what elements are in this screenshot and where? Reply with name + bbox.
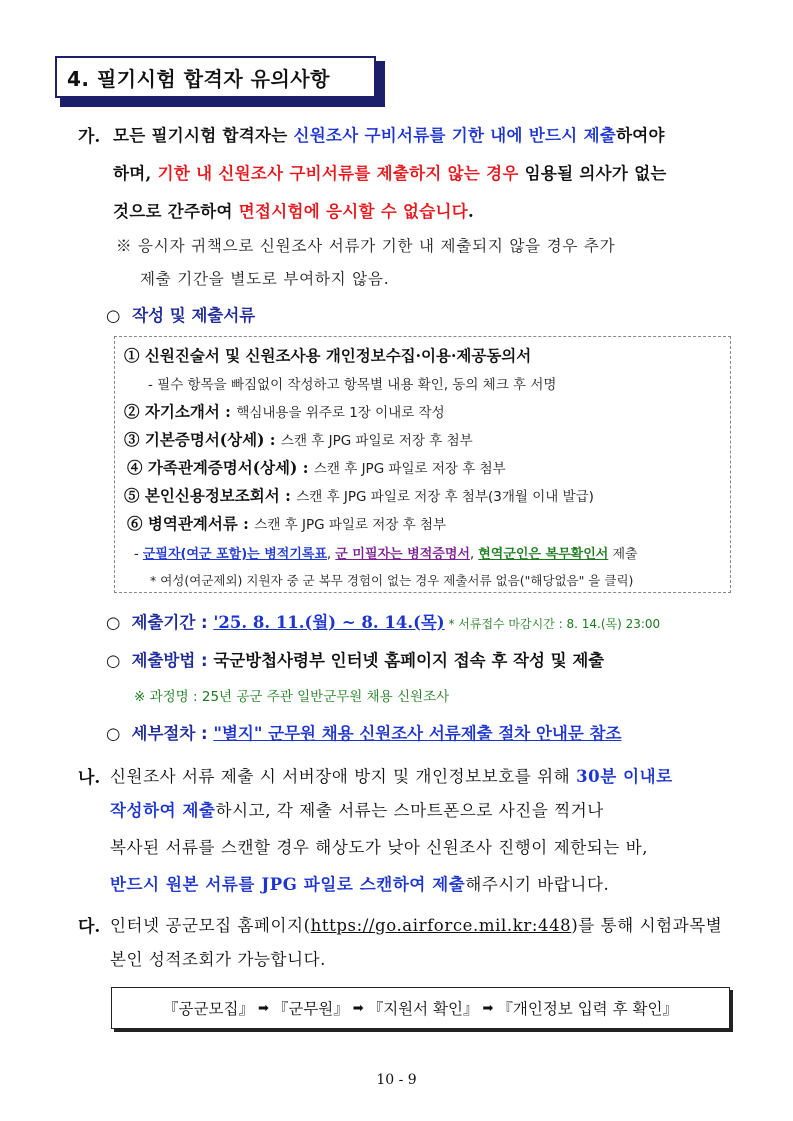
paragraph-na-line1 <box>110 763 673 787</box>
doc-item-title: 가족관계증명서(상세) : <box>147 458 314 477</box>
doc-item-number: ① <box>124 346 140 365</box>
text: . <box>468 202 475 221</box>
detail-value: "별지" 군무원 채용 신원조사 서류제출 절차 안내문 참조 <box>213 724 622 743</box>
paragraph-na-line2 <box>110 797 604 821</box>
highlight-blue: 반드시 원본 서류를 JPG 파일로 스캔하여 제출 <box>110 875 466 894</box>
doc-item-3 <box>124 428 473 450</box>
submission-method <box>106 647 604 671</box>
doc-item-number: ⑤ <box>124 486 140 505</box>
highlight-blue: 신원조사 구비서류를 기한 내에 반드시 제출 <box>293 126 617 145</box>
doc-item-desc: 스캔 후 JPG 파일로 저장 후 첨부 <box>313 461 506 477</box>
bullet-circle: ○ <box>106 724 121 743</box>
text: 해주시기 바랍니다. <box>465 875 610 894</box>
text: - <box>134 547 143 562</box>
highlight-green: 현역군인은 복무확인서 <box>478 547 609 562</box>
docs-heading-text: 작성 및 제출서류 <box>132 306 256 325</box>
arrow-right-icon: ➡ <box>482 1000 494 1016</box>
paragraph-da-line1 <box>110 912 722 936</box>
highlight-blue: 군필자(여군 포함)는 병적기록표 <box>142 547 328 562</box>
military-docs-line <box>134 543 638 562</box>
bullet-circle: ○ <box>106 651 121 670</box>
doc-item-2 <box>124 400 445 422</box>
detail-procedure <box>106 720 621 744</box>
highlight-blue: 작성하여 제출 <box>110 801 216 820</box>
path-step-application: 『지원서 확인』 <box>367 1000 479 1018</box>
navigation-path-box <box>111 987 730 1029</box>
text: 인터넷 공군모집 홈페이지( <box>110 916 311 935</box>
highlight-red: 면접시험에 응시할 수 없습니다 <box>238 202 469 221</box>
highlight-red: 기한 내 신원조사 구비서류를 제출하지 않는 경우 <box>157 164 519 183</box>
bullet-circle: ○ <box>106 306 121 325</box>
period-value: '25. 8. 11.(월) ~ 8. 14.(목) <box>213 613 445 632</box>
text: 하며, <box>113 164 158 183</box>
highlight-purple: 군 미필자는 병적증명서 <box>335 547 470 562</box>
doc-item-1-sub: - 필수 항목을 빠짐없이 작성하고 항목별 내용 확인, 동의 체크 후 서명 <box>148 377 557 393</box>
doc-item-title: 자기소개서 : <box>144 402 237 421</box>
text: 제출 <box>608 547 638 562</box>
text: 모든 필기시험 합격자는 <box>113 126 294 145</box>
doc-item-4 <box>127 456 506 478</box>
paragraph-ga-marker: 가. <box>78 127 101 147</box>
doc-item-5 <box>124 484 594 506</box>
doc-item-number: ④ <box>127 458 143 477</box>
arrow-right-icon: ➡ <box>257 1000 269 1016</box>
paragraph-na-line3: 복사된 서류를 스캔할 경우 해상도가 낮아 신원조사 진행이 제한되는 바, <box>110 838 649 857</box>
paragraph-ga-note-line2: 제출 기간을 별도로 부여하지 않음. <box>140 270 390 288</box>
docs-heading <box>106 302 255 326</box>
doc-item-1 <box>124 344 531 366</box>
bullet-circle: ○ <box>106 613 121 632</box>
paragraph-ga-line1 <box>113 122 665 146</box>
path-step-personal-info: 『개인정보 입력 후 확인』 <box>497 1000 678 1018</box>
period-label: 제출기간 : <box>131 613 214 632</box>
method-value: 국군방첩사령부 인터넷 홈페이지 접속 후 작성 및 제출 <box>213 651 605 670</box>
section-title: 4. 필기시험 합격자 유의사항 <box>55 56 376 98</box>
doc-item-desc: 스캔 후 JPG 파일로 저장 후 첨부 <box>280 433 473 449</box>
doc-item-title: 신원진술서 및 신원조사용 개인정보수집·이용·제공동의서 <box>144 346 532 365</box>
doc-item-6 <box>127 512 446 534</box>
doc-item-number: ⑥ <box>127 514 143 533</box>
text: 임용될 의사가 없는 <box>518 164 667 183</box>
doc-item-title: 병역관계서류 : <box>147 514 255 533</box>
method-note: ※ 과정명 : 25년 공군 주관 일반군무원 채용 신원조사 <box>134 689 450 705</box>
paragraph-na-marker: 나. <box>78 768 101 788</box>
text: 신원조사 서류 제출 시 서버장애 방지 및 개인정보보호를 위해 <box>110 767 577 786</box>
paragraph-na-line4 <box>110 871 609 895</box>
doc-item-number: ③ <box>124 430 140 449</box>
text: , <box>327 547 336 562</box>
highlight-blue: 30분 이내로 <box>576 767 673 786</box>
recruitment-site-link[interactable]: https://go.airforce.mil.kr:448 <box>310 916 572 935</box>
doc-item-desc: 스캔 후 JPG 파일로 저장 후 첨부 <box>254 517 447 533</box>
paragraph-da-marker: 다. <box>78 917 101 937</box>
paragraph-ga-note-line1: ※ 응시자 귀책으로 신원조사 서류가 기한 내 제출되지 않을 경우 추가 <box>116 237 616 255</box>
paragraph-ga-line2 <box>113 160 667 184</box>
arrow-right-icon: ➡ <box>352 1000 364 1016</box>
doc-item-title: 기본증명서(상세) : <box>144 430 281 449</box>
path-step-recruit: 『공군모집』 <box>163 1000 254 1018</box>
page-number: 10 - 9 <box>376 1072 417 1088</box>
doc-item-desc: 스캔 후 JPG 파일로 저장 후 첨부(3개월 이내 발급) <box>296 489 594 505</box>
paragraph-da-line2: 본인 성적조회가 가능합니다. <box>110 950 327 969</box>
text: 것으로 간주하여 <box>113 202 239 221</box>
doc-item-title: 본인신용정보조회서 : <box>144 486 297 505</box>
submission-period <box>106 609 660 633</box>
text: , <box>469 547 479 562</box>
text: 하여야 <box>616 126 665 145</box>
path-step-civilian: 『군무원』 <box>272 1000 349 1018</box>
text: )를 통해 시험과목별 <box>571 916 723 935</box>
detail-label: 세부절차 : <box>131 724 214 743</box>
military-docs-note: * 여성(여군제외) 지원자 중 군 복무 경험이 없는 경우 제출서류 없음("해당없음" 을 클릭) <box>150 573 634 588</box>
method-label: 제출방법 : <box>131 651 214 670</box>
doc-item-desc: 핵심내용을 위주로 1장 이내로 작성 <box>236 405 445 421</box>
paragraph-ga-line3 <box>113 198 474 222</box>
text: 하시고, 각 제출 서류는 스마트폰으로 사진을 찍거나 <box>215 801 604 820</box>
period-note: * 서류접수 마감시간 : 8. 14.(목) 23:00 <box>444 617 661 631</box>
doc-item-number: ② <box>124 402 140 421</box>
